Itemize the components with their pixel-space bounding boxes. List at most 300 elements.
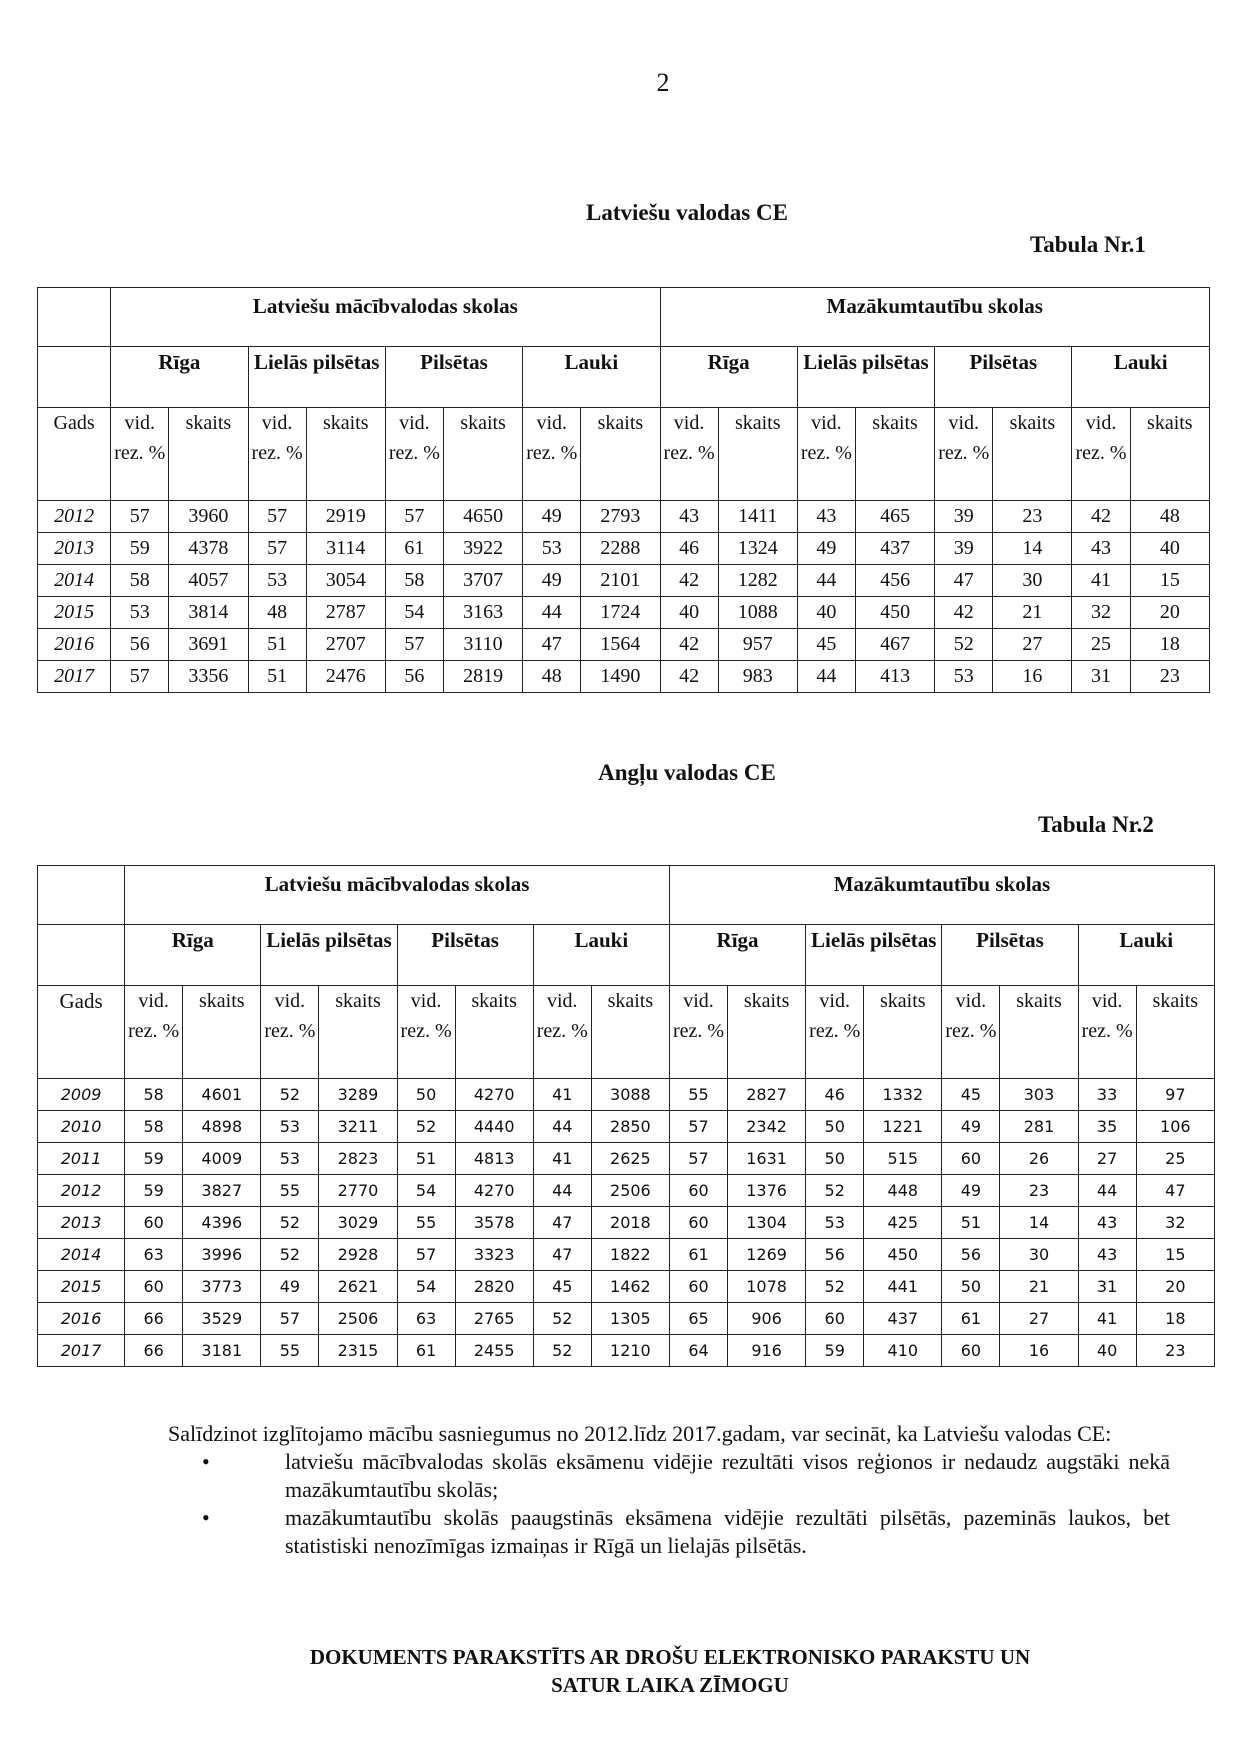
- year-cell: 2010: [38, 1111, 125, 1143]
- table1-title: Latviešu valodas CE: [586, 200, 788, 225]
- vid-rez-cell: 52: [533, 1303, 591, 1335]
- skaits-header: skaits: [455, 986, 533, 1079]
- skaits-cell: 4440: [455, 1111, 533, 1143]
- vid-rez-cell: 32: [1072, 597, 1130, 629]
- skaits-header: skaits: [855, 408, 934, 501]
- skaits-cell: 437: [864, 1303, 942, 1335]
- table-row: [38, 1175, 1215, 1207]
- skaits-header: skaits: [1136, 986, 1214, 1079]
- table-row: [38, 565, 1210, 597]
- skaits-cell: 47: [1136, 1175, 1214, 1207]
- region-header: Lielās pilsētas: [806, 925, 942, 986]
- skaits-cell: 30: [1000, 1239, 1078, 1271]
- vid-rez-cell: 56: [942, 1239, 1000, 1271]
- skaits-header: skaits: [319, 986, 397, 1079]
- skaits-cell: 3922: [443, 533, 522, 565]
- skaits-cell: 1822: [591, 1239, 669, 1271]
- vid-rez-cell: 52: [261, 1079, 319, 1111]
- table2: [37, 865, 1215, 1367]
- vid-rez-header: vid. rez. %: [1072, 408, 1130, 501]
- table-row: [38, 1239, 1215, 1271]
- vid-rez-cell: 57: [385, 629, 443, 661]
- skaits-cell: 27: [993, 629, 1072, 661]
- vid-rez-cell: 50: [942, 1271, 1000, 1303]
- year-cell: 2016: [38, 629, 111, 661]
- skaits-cell: 3323: [455, 1239, 533, 1271]
- year-cell: 2009: [38, 1079, 125, 1111]
- skaits-cell: 303: [1000, 1079, 1078, 1111]
- empty-cell: [38, 866, 125, 925]
- vid-rez-cell: 51: [248, 629, 306, 661]
- skaits-cell: 1332: [864, 1079, 942, 1111]
- skaits-header: skaits: [718, 408, 797, 501]
- summary-bullet-item: [168, 1504, 1170, 1560]
- region-header: Pilsētas: [397, 925, 533, 986]
- skaits-cell: 2787: [306, 597, 385, 629]
- vid-rez-header: vid. rez. %: [248, 408, 306, 501]
- vid-rez-cell: 31: [1078, 1271, 1136, 1303]
- skaits-cell: 4396: [183, 1207, 261, 1239]
- vid-rez-cell: 50: [397, 1079, 455, 1111]
- skaits-header: skaits: [183, 986, 261, 1079]
- vid-rez-cell: 45: [533, 1271, 591, 1303]
- vid-rez-cell: 53: [111, 597, 169, 629]
- vid-rez-cell: 59: [111, 533, 169, 565]
- year-cell: 2015: [38, 1271, 125, 1303]
- skaits-cell: 1282: [718, 565, 797, 597]
- skaits-cell: 1269: [728, 1239, 806, 1271]
- summary-bullet-text: mazākumtautību skolās paaugstinās eksāmena vidējie rezultāti pilsētās, pazeminās laukos, bet statistiski nenozīmīgas izmaiņas ir Rīgā un lielajās pilsētās.: [285, 1505, 1170, 1558]
- vid-rez-cell: 57: [111, 501, 169, 533]
- vid-rez-cell: 60: [942, 1143, 1000, 1175]
- vid-rez-cell: 54: [397, 1175, 455, 1207]
- vid-rez-cell: 45: [942, 1079, 1000, 1111]
- skaits-header: skaits: [993, 408, 1072, 501]
- skaits-cell: 2018: [591, 1207, 669, 1239]
- vid-rez-cell: 58: [111, 565, 169, 597]
- vid-rez-cell: 53: [261, 1143, 319, 1175]
- skaits-cell: 1088: [718, 597, 797, 629]
- skaits-cell: 425: [864, 1207, 942, 1239]
- skaits-cell: 23: [993, 501, 1072, 533]
- skaits-cell: 32: [1136, 1207, 1214, 1239]
- skaits-cell: 3578: [455, 1207, 533, 1239]
- vid-rez-header: vid. rez. %: [523, 408, 581, 501]
- skaits-cell: 15: [1136, 1239, 1214, 1271]
- header-row-groups: [38, 288, 1210, 347]
- skaits-cell: 2823: [319, 1143, 397, 1175]
- vid-rez-cell: 61: [397, 1335, 455, 1367]
- summary-bullet-text: latviešu mācībvalodas skolās eksāmenu vidējie rezultāti visos reģionos ir nedaudz augstāki nekā mazākumtautību skolās;: [285, 1449, 1170, 1502]
- header-row-groups: [38, 866, 1215, 925]
- skaits-cell: 14: [1000, 1207, 1078, 1239]
- region-header: Lielās pilsētas: [248, 347, 385, 408]
- skaits-cell: 3996: [183, 1239, 261, 1271]
- vid-rez-cell: 52: [806, 1271, 864, 1303]
- summary-section: [168, 1420, 1170, 1560]
- year-cell: 2012: [38, 1175, 125, 1207]
- skaits-cell: 2765: [455, 1303, 533, 1335]
- skaits-cell: 2770: [319, 1175, 397, 1207]
- table-row: [38, 1207, 1215, 1239]
- skaits-cell: 3289: [319, 1079, 397, 1111]
- skaits-cell: 2707: [306, 629, 385, 661]
- vid-rez-cell: 44: [797, 661, 855, 693]
- region-header: Lauki: [1078, 925, 1214, 986]
- vid-rez-cell: 57: [385, 501, 443, 533]
- skaits-cell: 4813: [455, 1143, 533, 1175]
- vid-rez-cell: 42: [660, 661, 718, 693]
- skaits-header: skaits: [1130, 408, 1209, 501]
- vid-rez-cell: 60: [806, 1303, 864, 1335]
- bullet-icon: •: [202, 1449, 210, 1474]
- vid-rez-cell: 39: [935, 533, 993, 565]
- region-header: Lauki: [523, 347, 660, 408]
- vid-rez-cell: 59: [125, 1175, 183, 1207]
- skaits-cell: 48: [1130, 501, 1209, 533]
- skaits-cell: 3529: [183, 1303, 261, 1335]
- skaits-cell: 3110: [443, 629, 522, 661]
- skaits-cell: 23: [1136, 1335, 1214, 1367]
- table1: [37, 287, 1210, 693]
- vid-rez-header: vid. rez. %: [669, 986, 727, 1079]
- empty-cell: [38, 925, 125, 986]
- vid-rez-header: vid. rez. %: [261, 986, 319, 1079]
- vid-rez-cell: 58: [125, 1111, 183, 1143]
- table2-title: Angļu valodas CE: [598, 760, 776, 785]
- skaits-cell: 1462: [591, 1271, 669, 1303]
- vid-rez-cell: 56: [385, 661, 443, 693]
- skaits-cell: 4009: [183, 1143, 261, 1175]
- skaits-cell: 1490: [581, 661, 660, 693]
- vid-rez-cell: 52: [935, 629, 993, 661]
- vid-rez-header: vid. rez. %: [533, 986, 591, 1079]
- vid-rez-cell: 43: [1078, 1239, 1136, 1271]
- skaits-cell: 1631: [728, 1143, 806, 1175]
- skaits-cell: 906: [728, 1303, 806, 1335]
- vid-rez-cell: 42: [935, 597, 993, 629]
- vid-rez-cell: 46: [806, 1079, 864, 1111]
- vid-rez-cell: 49: [797, 533, 855, 565]
- vid-rez-cell: 40: [1078, 1335, 1136, 1367]
- skaits-cell: 106: [1136, 1111, 1214, 1143]
- skaits-cell: 2827: [728, 1079, 806, 1111]
- vid-rez-cell: 53: [523, 533, 581, 565]
- skaits-cell: 410: [864, 1335, 942, 1367]
- table-row: [38, 501, 1210, 533]
- table-row: [38, 1335, 1215, 1367]
- skaits-cell: 1724: [581, 597, 660, 629]
- table-row: [38, 1303, 1215, 1335]
- region-header: Pilsētas: [942, 925, 1078, 986]
- header-row-regions: [38, 347, 1210, 408]
- vid-rez-cell: 51: [397, 1143, 455, 1175]
- vid-rez-cell: 52: [806, 1175, 864, 1207]
- table1-number: Tabula Nr.1: [1030, 232, 1146, 257]
- vid-rez-cell: 52: [261, 1239, 319, 1271]
- skaits-cell: 4057: [169, 565, 248, 597]
- skaits-cell: 3114: [306, 533, 385, 565]
- skaits-header: skaits: [306, 408, 385, 501]
- vid-rez-cell: 43: [1072, 533, 1130, 565]
- year-cell: 2013: [38, 533, 111, 565]
- vid-rez-cell: 47: [533, 1207, 591, 1239]
- group-header: Latviešu mācībvalodas skolas: [125, 866, 670, 925]
- vid-rez-header: vid. rez. %: [806, 986, 864, 1079]
- region-header: Rīga: [111, 347, 248, 408]
- skaits-cell: 450: [855, 597, 934, 629]
- vid-rez-cell: 51: [942, 1207, 1000, 1239]
- skaits-cell: 26: [1000, 1143, 1078, 1175]
- vid-rez-cell: 60: [669, 1271, 727, 1303]
- vid-rez-cell: 43: [1078, 1207, 1136, 1239]
- year-cell: 2013: [38, 1207, 125, 1239]
- vid-rez-header: vid. rez. %: [935, 408, 993, 501]
- region-header: Lauki: [1072, 347, 1210, 408]
- vid-rez-cell: 57: [397, 1239, 455, 1271]
- skaits-cell: 467: [855, 629, 934, 661]
- skaits-cell: 20: [1136, 1271, 1214, 1303]
- skaits-cell: 4650: [443, 501, 522, 533]
- skaits-cell: 450: [864, 1239, 942, 1271]
- vid-rez-cell: 52: [533, 1335, 591, 1367]
- skaits-cell: 23: [1000, 1175, 1078, 1207]
- table-row: [38, 661, 1210, 693]
- vid-rez-cell: 45: [797, 629, 855, 661]
- vid-rez-cell: 50: [806, 1143, 864, 1175]
- vid-rez-header: vid. rez. %: [125, 986, 183, 1079]
- skaits-cell: 3691: [169, 629, 248, 661]
- skaits-cell: 2288: [581, 533, 660, 565]
- skaits-cell: 1376: [728, 1175, 806, 1207]
- vid-rez-cell: 31: [1072, 661, 1130, 693]
- vid-rez-cell: 60: [125, 1207, 183, 1239]
- skaits-cell: 25: [1136, 1143, 1214, 1175]
- skaits-cell: 2928: [319, 1239, 397, 1271]
- vid-rez-cell: 52: [397, 1111, 455, 1143]
- skaits-cell: 413: [855, 661, 934, 693]
- vid-rez-header: vid. rez. %: [111, 408, 169, 501]
- skaits-cell: 16: [993, 661, 1072, 693]
- vid-rez-header: vid. rez. %: [660, 408, 718, 501]
- vid-rez-cell: 63: [125, 1239, 183, 1271]
- vid-rez-cell: 49: [942, 1111, 1000, 1143]
- vid-rez-cell: 44: [1078, 1175, 1136, 1207]
- vid-rez-cell: 47: [533, 1239, 591, 1271]
- vid-rez-header: vid. rez. %: [397, 986, 455, 1079]
- vid-rez-cell: 66: [125, 1303, 183, 1335]
- vid-rez-cell: 66: [125, 1335, 183, 1367]
- skaits-cell: 2455: [455, 1335, 533, 1367]
- skaits-cell: 1564: [581, 629, 660, 661]
- skaits-cell: 1324: [718, 533, 797, 565]
- vid-rez-cell: 43: [660, 501, 718, 533]
- vid-rez-cell: 60: [942, 1335, 1000, 1367]
- signature-notice-line1: DOKUMENTS PARAKSTĪTS AR DROŠU ELEKTRONISKO PARAKSTU UN: [309, 1645, 1031, 1669]
- empty-cell: [38, 347, 111, 408]
- vid-rez-cell: 56: [806, 1239, 864, 1271]
- vid-rez-cell: 57: [669, 1111, 727, 1143]
- skaits-cell: 20: [1130, 597, 1209, 629]
- vid-rez-cell: 59: [125, 1143, 183, 1175]
- region-header: Pilsētas: [935, 347, 1072, 408]
- vid-rez-cell: 54: [397, 1271, 455, 1303]
- vid-rez-cell: 44: [523, 597, 581, 629]
- vid-rez-cell: 64: [669, 1335, 727, 1367]
- skaits-cell: 4898: [183, 1111, 261, 1143]
- vid-rez-cell: 57: [261, 1303, 319, 1335]
- skaits-header: skaits: [864, 986, 942, 1079]
- year-cell: 2015: [38, 597, 111, 629]
- skaits-cell: 3163: [443, 597, 522, 629]
- skaits-cell: 18: [1136, 1303, 1214, 1335]
- skaits-cell: 3814: [169, 597, 248, 629]
- vid-rez-cell: 46: [660, 533, 718, 565]
- skaits-cell: 4378: [169, 533, 248, 565]
- skaits-cell: 2820: [455, 1271, 533, 1303]
- vid-rez-cell: 59: [806, 1335, 864, 1367]
- skaits-cell: 916: [728, 1335, 806, 1367]
- vid-rez-cell: 50: [806, 1111, 864, 1143]
- vid-rez-cell: 41: [1078, 1303, 1136, 1335]
- table-row: [38, 533, 1210, 565]
- vid-rez-header: vid. rez. %: [385, 408, 443, 501]
- year-cell: 2016: [38, 1303, 125, 1335]
- skaits-cell: 2621: [319, 1271, 397, 1303]
- vid-rez-cell: 57: [111, 661, 169, 693]
- skaits-cell: 2625: [591, 1143, 669, 1175]
- summary-bullet-item: [168, 1448, 1170, 1504]
- year-cell: 2017: [38, 661, 111, 693]
- vid-rez-cell: 41: [1072, 565, 1130, 597]
- vid-rez-cell: 44: [533, 1111, 591, 1143]
- skaits-cell: 3088: [591, 1079, 669, 1111]
- year-cell: 2014: [38, 1239, 125, 1271]
- vid-rez-cell: 27: [1078, 1143, 1136, 1175]
- vid-rez-cell: 65: [669, 1303, 727, 1335]
- empty-cell: [38, 288, 111, 347]
- skaits-cell: 448: [864, 1175, 942, 1207]
- region-header: Lauki: [533, 925, 669, 986]
- skaits-cell: 3054: [306, 565, 385, 597]
- skaits-cell: 40: [1130, 533, 1209, 565]
- skaits-cell: 1305: [591, 1303, 669, 1335]
- vid-rez-cell: 52: [261, 1207, 319, 1239]
- region-header: Rīga: [669, 925, 805, 986]
- skaits-cell: 18: [1130, 629, 1209, 661]
- header-row-columns: [38, 408, 1210, 501]
- group-header: Mazākumtautību skolas: [660, 288, 1210, 347]
- table-row: [38, 597, 1210, 629]
- region-header: Rīga: [660, 347, 797, 408]
- skaits-cell: 515: [864, 1143, 942, 1175]
- skaits-cell: 2101: [581, 565, 660, 597]
- skaits-cell: 21: [1000, 1271, 1078, 1303]
- skaits-cell: 4601: [183, 1079, 261, 1111]
- region-header: Rīga: [125, 925, 261, 986]
- vid-rez-cell: 43: [797, 501, 855, 533]
- vid-rez-cell: 55: [261, 1335, 319, 1367]
- skaits-cell: 1210: [591, 1335, 669, 1367]
- skaits-cell: 437: [855, 533, 934, 565]
- vid-rez-cell: 58: [125, 1079, 183, 1111]
- vid-rez-cell: 55: [397, 1207, 455, 1239]
- skaits-header: skaits: [443, 408, 522, 501]
- region-header: Pilsētas: [385, 347, 522, 408]
- vid-rez-cell: 57: [248, 533, 306, 565]
- vid-rez-cell: 48: [248, 597, 306, 629]
- vid-rez-cell: 49: [261, 1271, 319, 1303]
- vid-rez-cell: 53: [806, 1207, 864, 1239]
- skaits-cell: 30: [993, 565, 1072, 597]
- gads-header: Gads: [38, 986, 125, 1079]
- vid-rez-header: vid. rez. %: [942, 986, 1000, 1079]
- skaits-cell: 2476: [306, 661, 385, 693]
- year-cell: 2014: [38, 565, 111, 597]
- skaits-cell: 3960: [169, 501, 248, 533]
- table-row: [38, 1143, 1215, 1175]
- table-row: [38, 1111, 1215, 1143]
- vid-rez-cell: 56: [111, 629, 169, 661]
- vid-rez-cell: 40: [660, 597, 718, 629]
- skaits-cell: 4270: [455, 1175, 533, 1207]
- vid-rez-cell: 53: [248, 565, 306, 597]
- vid-rez-cell: 61: [385, 533, 443, 565]
- region-header: Lielās pilsētas: [261, 925, 397, 986]
- skaits-header: skaits: [728, 986, 806, 1079]
- vid-rez-cell: 40: [797, 597, 855, 629]
- vid-rez-cell: 41: [533, 1143, 591, 1175]
- page-number: 2: [656, 68, 670, 97]
- vid-rez-cell: 53: [935, 661, 993, 693]
- vid-rez-cell: 51: [248, 661, 306, 693]
- year-cell: 2017: [38, 1335, 125, 1367]
- skaits-cell: 441: [864, 1271, 942, 1303]
- header-row-regions: [38, 925, 1215, 986]
- vid-rez-cell: 48: [523, 661, 581, 693]
- vid-rez-cell: 49: [523, 501, 581, 533]
- skaits-cell: 27: [1000, 1303, 1078, 1335]
- skaits-cell: 2919: [306, 501, 385, 533]
- gads-header: Gads: [38, 408, 111, 501]
- vid-rez-cell: 39: [935, 501, 993, 533]
- skaits-cell: 983: [718, 661, 797, 693]
- vid-rez-cell: 63: [397, 1303, 455, 1335]
- vid-rez-cell: 44: [797, 565, 855, 597]
- skaits-header: skaits: [591, 986, 669, 1079]
- skaits-cell: 23: [1130, 661, 1209, 693]
- table-row: [38, 629, 1210, 661]
- vid-rez-cell: 57: [248, 501, 306, 533]
- skaits-cell: 957: [718, 629, 797, 661]
- skaits-cell: 2342: [728, 1111, 806, 1143]
- skaits-cell: 2850: [591, 1111, 669, 1143]
- region-header: Lielās pilsētas: [797, 347, 934, 408]
- skaits-cell: 3773: [183, 1271, 261, 1303]
- skaits-cell: 4270: [455, 1079, 533, 1111]
- vid-rez-cell: 61: [942, 1303, 1000, 1335]
- vid-rez-cell: 55: [669, 1079, 727, 1111]
- skaits-cell: 2506: [591, 1175, 669, 1207]
- skaits-cell: 16: [1000, 1335, 1078, 1367]
- skaits-cell: 281: [1000, 1111, 1078, 1143]
- vid-rez-cell: 25: [1072, 629, 1130, 661]
- vid-rez-cell: 33: [1078, 1079, 1136, 1111]
- vid-rez-cell: 60: [669, 1175, 727, 1207]
- skaits-cell: 2315: [319, 1335, 397, 1367]
- vid-rez-cell: 35: [1078, 1111, 1136, 1143]
- table2-number: Tabula Nr.2: [1038, 812, 1154, 837]
